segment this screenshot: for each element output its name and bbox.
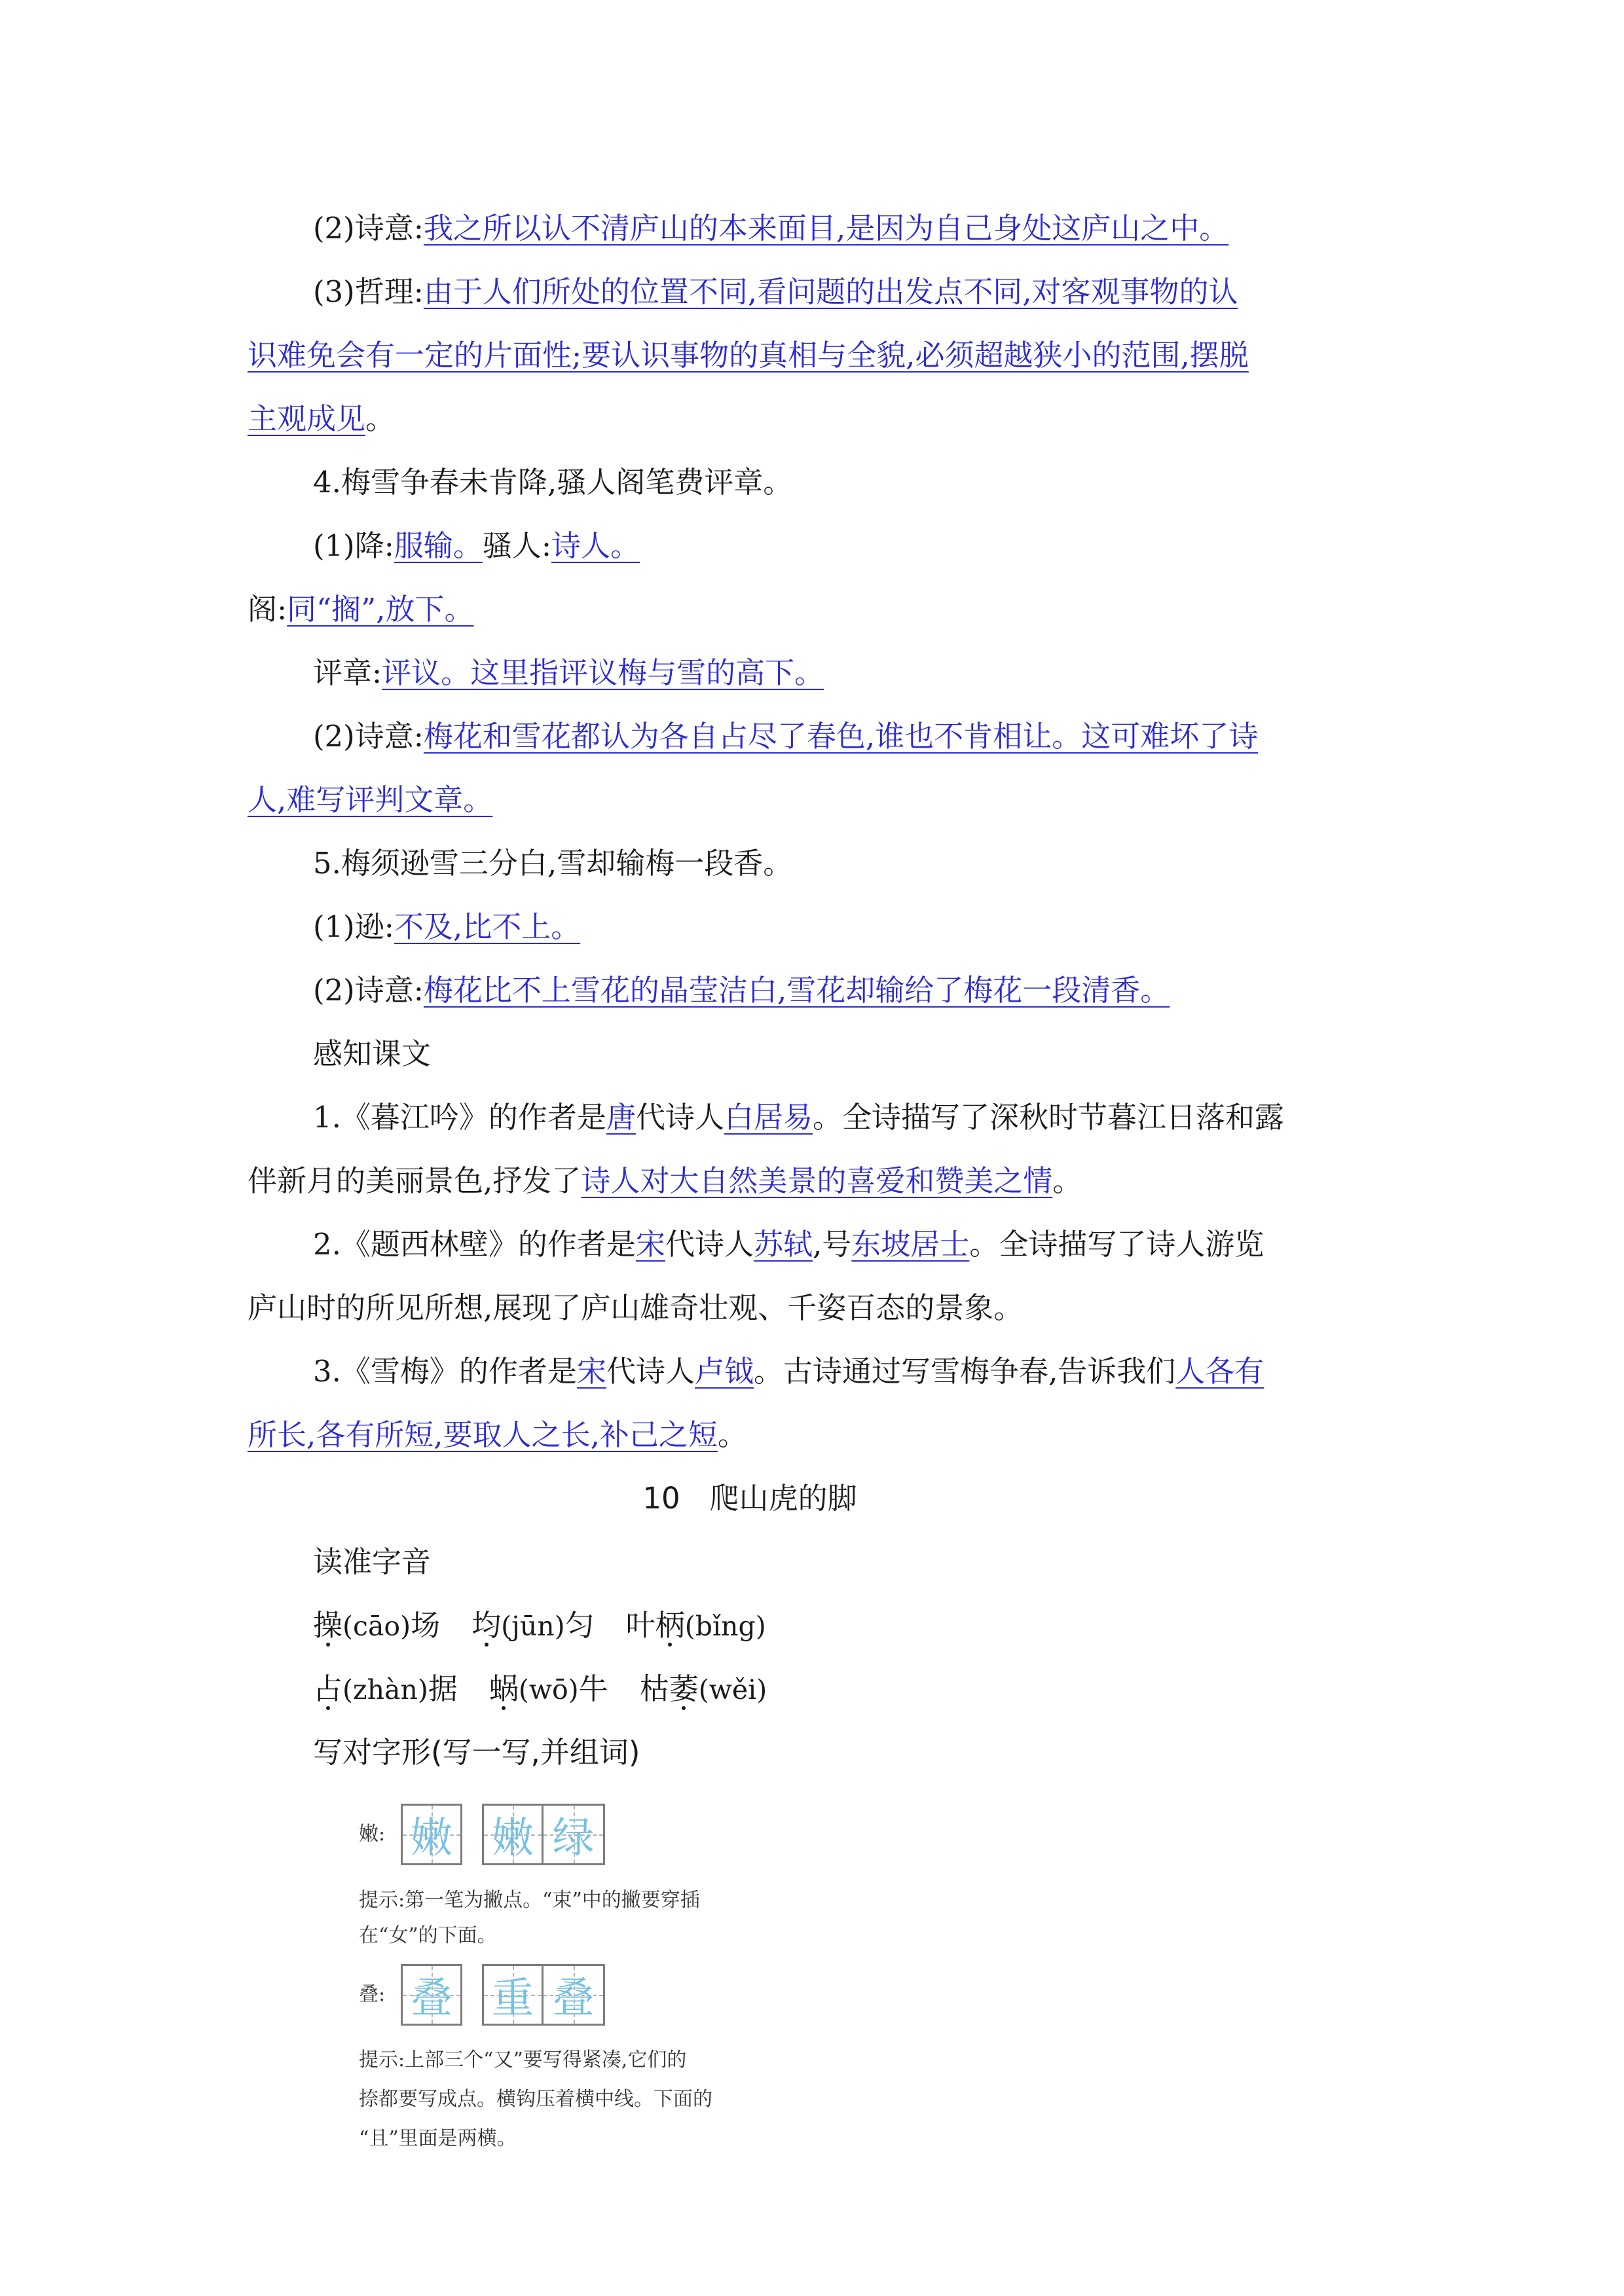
text: 枯 (639, 1671, 669, 1706)
tianzi-cell (401, 1964, 462, 2026)
item5-xun (313, 907, 580, 947)
label: (1)降: (313, 528, 394, 563)
answer: 由于人们所处的位置不同,看问题的出发点不同,对客观事物的认 (423, 274, 1238, 309)
char1-word-grid (482, 1804, 605, 1865)
answer: 我之所以认不清庐山的本来面目,是因为自己身处这庐山之中。 (423, 211, 1229, 246)
answer: 同“搁”,放下。 (287, 592, 474, 627)
tianzi-cell (401, 1804, 462, 1865)
dotted-char: 柄 (655, 1608, 685, 1643)
text: 。 (717, 1417, 747, 1452)
answer: 服输。 (394, 528, 483, 563)
tianzi-cell (544, 1964, 605, 2026)
model-char: 重 (492, 1975, 534, 2023)
dotted-char: 萎 (669, 1671, 699, 1706)
text: 。全诗描写了诗人游览 (969, 1227, 1264, 1262)
char2-tip-1: 提示:上部三个“又”要写得紧凑,它们的 (359, 2049, 687, 2071)
pinyin: (zhàn) (342, 1674, 428, 1705)
char2-tip-2: 捺都要写成点。横钩压着横中线。下面的 (359, 2088, 712, 2111)
perceive-p2-line-2: 庐山时的所见所想,展现了庐山雄奇壮观、千姿百态的景象。 (248, 1290, 1024, 1325)
word-2 (471, 1608, 595, 1643)
answer: 苏轼 (753, 1227, 813, 1262)
answer: 识难免会有一定的片面性;要认识事物的真相与全貌,必须超越狭小的范围,摆脱 (248, 338, 1249, 373)
text: 。 (1052, 1163, 1082, 1198)
char2-single-grid (401, 1964, 462, 2026)
text: 据 (428, 1671, 458, 1706)
perceive-p2-line-1 (313, 1225, 1264, 1264)
pinyin: (wěi) (698, 1674, 767, 1705)
text: 牛 (578, 1671, 608, 1706)
answer: 宋 (635, 1227, 665, 1262)
answer: 所长,各有所短,要取人之长,补己之短 (248, 1417, 718, 1452)
text: ,号 (812, 1227, 852, 1262)
lesson-title: 10 爬山虎的脚 (642, 1481, 857, 1516)
perceive-p1-line-2 (248, 1161, 1082, 1201)
dotted-char: 操 (313, 1608, 343, 1643)
text: 。全诗描写了深秋时节暮江日落和露 (812, 1100, 1284, 1135)
word-3 (640, 1671, 767, 1706)
write-heading: 写对字形(写一写,并组词) (313, 1735, 640, 1770)
philosophy-line-1 (313, 272, 1238, 312)
answer: 宋 (576, 1354, 606, 1389)
tianzi-cell (544, 1804, 605, 1865)
period: 。 (365, 401, 396, 436)
philosophy-line-2 (248, 336, 1249, 375)
perceive-heading: 感知课文 (313, 1036, 432, 1071)
item4-meaning-2 (248, 780, 492, 820)
perceive-p3-line-2 (248, 1415, 747, 1455)
label: (3)哲理: (313, 274, 424, 309)
text: 匀 (564, 1608, 595, 1643)
pronounce-row-2 (313, 1669, 767, 1709)
model-char: 嫩 (411, 1814, 452, 1863)
item5-meaning (313, 971, 1170, 1010)
char1-tip-1: 提示:第一笔为撇点。“束”中的撇要穿插 (359, 1889, 700, 1912)
pronounce-row-1 (313, 1606, 766, 1646)
char2-tip-3: “且”里面是两横。 (359, 2127, 517, 2150)
answer: 东坡居士 (851, 1227, 970, 1262)
char1-label: 嫩: (359, 1823, 386, 1846)
answer: 唐 (606, 1100, 636, 1135)
pinyin: (jūn) (501, 1611, 565, 1642)
meaning-line (313, 209, 1228, 248)
answer: 主观成见 (248, 401, 366, 436)
perceive-p1-line-1 (313, 1098, 1284, 1137)
char1-single-grid (401, 1804, 462, 1865)
answer: 诗人。 (551, 528, 640, 563)
perceive-p3-line-1 (313, 1352, 1264, 1391)
pinyin: (wō) (518, 1674, 579, 1705)
dotted-char: 占 (313, 1671, 343, 1706)
answer: 梅花比不上雪花的晶莹洁白,雪花却输给了梅花一段清香。 (423, 973, 1170, 1008)
word-1 (313, 1608, 440, 1643)
word-3 (626, 1608, 766, 1643)
text: 3.《雪梅》的作者是 (313, 1354, 577, 1389)
item5-line: 5.梅须逊雪三分白,雪却输梅一段香。 (313, 846, 793, 881)
item4-meaning-1 (313, 717, 1258, 756)
answer: 卢钺 (694, 1354, 754, 1389)
label: 评章: (313, 655, 382, 690)
text: 2.《题西林壁》的作者是 (313, 1227, 636, 1262)
dotted-char: 均 (471, 1608, 502, 1643)
item4-line: 4.梅雪争春未肯降,骚人阁笔费评章。 (313, 465, 793, 500)
pinyin: (cāo) (342, 1611, 411, 1642)
label: 阁: (248, 592, 287, 627)
answer: 诗人对大自然美景的喜爱和赞美之情 (581, 1163, 1053, 1198)
label: (2)诗意: (313, 973, 424, 1008)
pinyin: (bǐng) (684, 1611, 766, 1642)
text: 代诗人 (606, 1354, 695, 1389)
text: 代诗人 (635, 1100, 724, 1135)
dotted-char: 蜗 (489, 1671, 519, 1706)
item4-ge (248, 590, 474, 629)
tianzi-cell (482, 1804, 544, 1865)
text: 。古诗通过写雪梅争春,告诉我们 (753, 1354, 1176, 1389)
char1-tip-2: 在“女”的下面。 (359, 1924, 497, 1947)
model-char: 绿 (552, 1814, 595, 1863)
text: 场 (411, 1608, 441, 1643)
label: (2)诗意: (313, 719, 424, 754)
char2-word-grid (482, 1964, 605, 2026)
word-1 (313, 1671, 458, 1706)
text: 伴新月的美丽景色,抒发了 (248, 1163, 581, 1198)
item4-jiang (313, 526, 640, 566)
model-char: 叠 (411, 1975, 452, 2023)
item4-pingzhang (313, 653, 824, 693)
char2-label: 叠: (359, 1983, 386, 2006)
label: (2)诗意: (313, 211, 424, 246)
tianzi-cell (482, 1964, 544, 2026)
text: 1.《暮江吟》的作者是 (313, 1100, 606, 1135)
pronounce-heading: 读准字音 (313, 1544, 432, 1579)
model-char: 嫩 (492, 1814, 534, 1863)
answer: 不及,比不上。 (394, 909, 581, 944)
label: 骚人: (482, 528, 552, 563)
answer: 人各有 (1175, 1354, 1264, 1389)
model-char: 叠 (552, 1975, 595, 2023)
text: 叶 (625, 1608, 655, 1643)
answer: 人,难写评判文章。 (248, 782, 493, 817)
answer: 评议。这里指评议梅与雪的高下。 (382, 655, 824, 690)
answer: 白居易 (724, 1100, 813, 1135)
word-2 (489, 1671, 608, 1706)
text: 代诗人 (665, 1227, 754, 1262)
answer: 梅花和雪花都认为各自占尽了春色,谁也不肯相让。这可难坏了诗 (423, 719, 1259, 754)
philosophy-line-3 (248, 399, 395, 439)
label: (1)逊: (313, 909, 394, 944)
